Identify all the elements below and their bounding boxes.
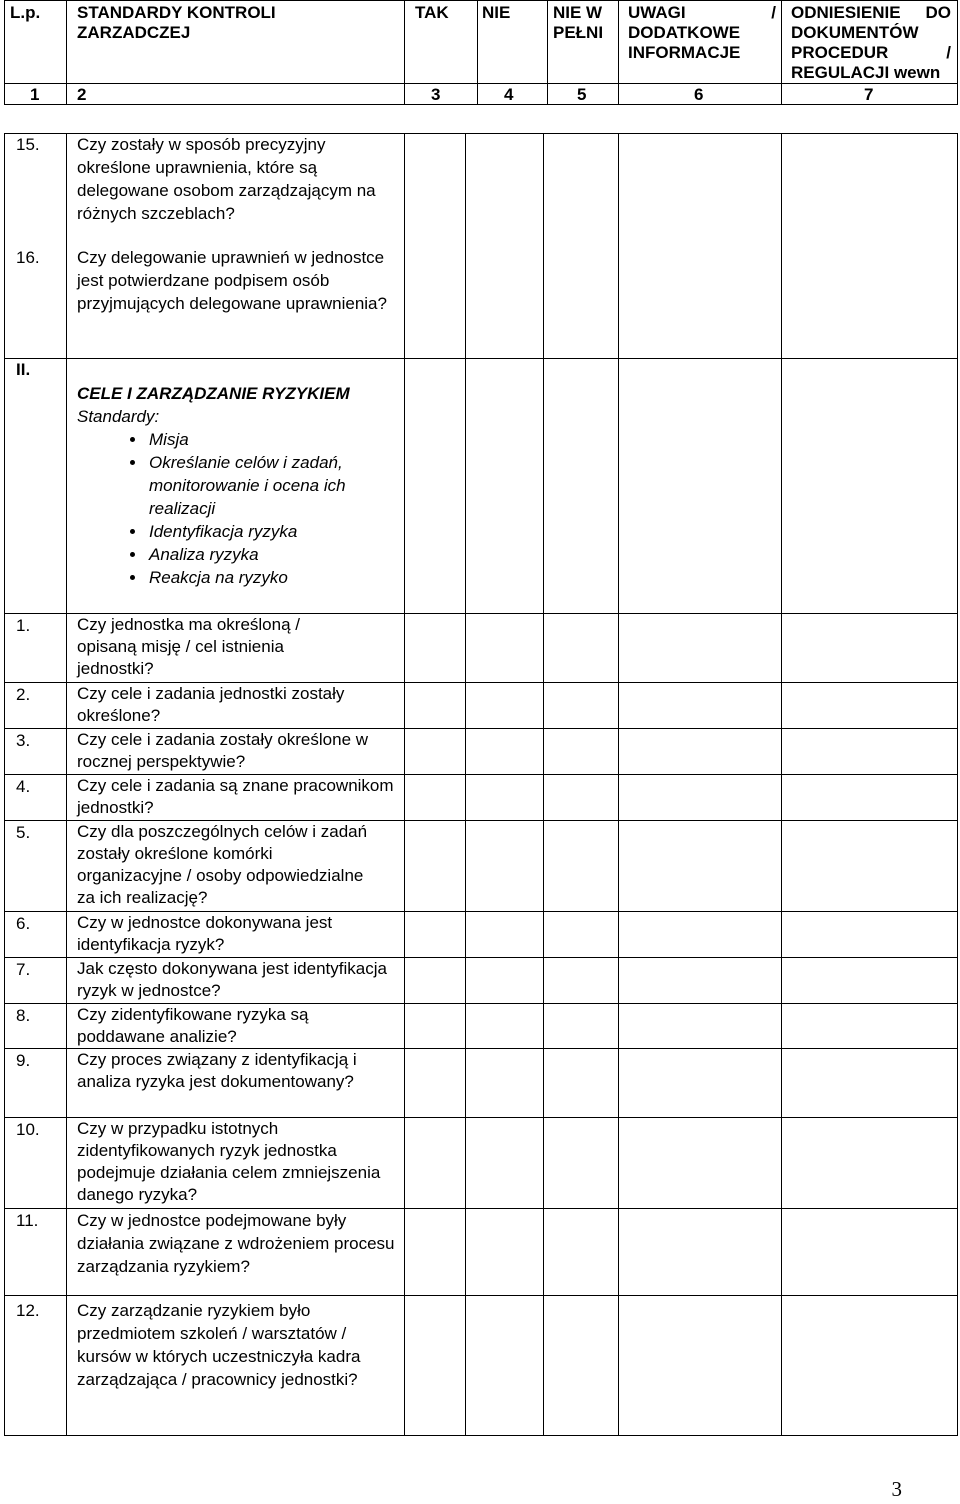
question-text: Czy zostały w sposób precyzyjny określone uprawnienia, które są delegowane osobom zarządzającym na różnych szczeblach? (77, 135, 376, 223)
header-col-line (66, 0, 67, 105)
question-text: Czy cele i zadania zostały określone w rocznej perspektywie? (77, 730, 369, 771)
header-top-border (4, 0, 958, 1)
col-num-5: 5 (577, 85, 587, 104)
question-text: Czy zarządzanie ryzykiem było przedmiotem szkoleń / warsztatów / kursów w których uczestniczyła kadra zarządzająca / pracownicy jednostki? (77, 1301, 361, 1389)
standard-item: • Reakcja na ryzyko (147, 566, 397, 589)
header-nie-w-pelni: NIE W PEŁNI (553, 3, 604, 42)
question-text: Czy delegowanie uprawnień w jednostce jest potwierdzane podpisem osób przyjmujących delegowane uprawnienia? (77, 248, 387, 313)
header-col-line (4, 0, 5, 105)
row-number: 8. (16, 1006, 31, 1025)
standard-item: • Określanie celów i zadań, monitorowanie i ocena ich realizacji (147, 451, 397, 520)
question-text: Czy dla poszczególnych celów i zadań zostały określone komórki organizacyjne / osoby odpowiedzialne za ich realizację? (77, 822, 368, 907)
table-bottom-border (4, 1435, 958, 1436)
question-text: Czy w jednostce podejmowane były działania związane z wdrożeniem procesu zarządzania ryzykiem? (77, 1211, 395, 1276)
col-num-3: 3 (431, 85, 441, 104)
question-text: Czy w jednostce dokonywana jest identyfikacja ryzyk? (77, 913, 333, 954)
table-col-line (957, 133, 958, 1436)
header-row-divider (4, 83, 958, 84)
row-number: 7. (16, 960, 31, 979)
header-col-line (404, 0, 405, 105)
header-col-line (781, 0, 782, 105)
header-bottom-border (4, 104, 958, 105)
checklist-page (4, 0, 958, 1504)
header-col-line (547, 0, 548, 105)
col-num-6: 6 (694, 85, 704, 104)
question-text: Czy zidentyfikowane ryzyka są poddawane analizie? (77, 1005, 309, 1046)
row-number: 2. (16, 685, 31, 704)
page-number: 3 (891, 1477, 902, 1501)
header-col-line (618, 0, 619, 105)
row-number: 6. (16, 914, 31, 933)
table-col-line (781, 133, 782, 1436)
row-divider (4, 358, 958, 359)
table-col-line (543, 133, 544, 1436)
header-odniesienie: ODNIESIENIE DO DOKUMENTÓW PROCEDUR / REGULACJI wewn (791, 3, 951, 82)
row-number: 1. (16, 616, 31, 635)
question-text: Czy cele i zadania jednostki zostały określone? (77, 684, 345, 725)
col-num-2: 2 (77, 85, 87, 104)
header-uwagi: UWAGI / DODATKOWE INFORMACJE (628, 3, 776, 62)
section-title: CELE I ZARZĄDZANIE RYZYKIEM (77, 384, 350, 403)
row-number: 10. (16, 1120, 40, 1139)
table-col-line (4, 133, 5, 1436)
header-standardy: STANDARDY KONTROLI ZARZADCZEJ (77, 3, 276, 42)
row-number: 12. (16, 1301, 40, 1320)
question-text: Jak często dokonywana jest identyfikacja ryzyk w jednostce? (77, 959, 387, 1000)
table-col-line (465, 133, 466, 1436)
question-text: Czy cele i zadania są znane pracownikom jednostki? (77, 776, 394, 817)
question-text: Czy proces związany z identyfikacją i analiza ryzyka jest dokumentowany? (77, 1050, 357, 1091)
table-col-line (618, 133, 619, 1436)
table-col-line (404, 133, 405, 1436)
header-nie: NIE (482, 3, 511, 22)
row-divider (4, 1295, 958, 1296)
section-number: II. (16, 360, 31, 379)
row-number: 16. (16, 248, 40, 267)
row-number: 3. (16, 731, 31, 750)
col-num-7: 7 (864, 85, 874, 104)
question-text: Czy jednostka ma określoną / opisaną misję / cel istnienia jednostki? (77, 615, 300, 678)
header-col-line (477, 0, 478, 105)
standards-list (77, 428, 397, 589)
standards-label: Standardy: (77, 407, 160, 426)
standard-item: • Misja (147, 428, 397, 451)
row-number: 11. (16, 1211, 39, 1230)
header-lp: L.p. (10, 3, 41, 22)
question-text: Czy w przypadku istotnych zidentyfikowanych ryzyk jednostka podejmuje działania celem zmniejszenia danego ryzyka? (77, 1119, 381, 1204)
header-tak: TAK (415, 3, 449, 22)
row-number: 4. (16, 777, 31, 796)
col-num-4: 4 (504, 85, 514, 104)
row-number: 9. (16, 1051, 31, 1070)
table-col-line (66, 133, 67, 1436)
row-number: 15. (16, 135, 40, 154)
header-col-line (957, 0, 958, 105)
standard-item: • Identyfikacja ryzyka (147, 520, 397, 543)
row-number: 5. (16, 823, 31, 842)
section-ii-block (77, 382, 397, 589)
col-num-1: 1 (30, 85, 40, 104)
standard-item: • Analiza ryzyka (147, 543, 397, 566)
